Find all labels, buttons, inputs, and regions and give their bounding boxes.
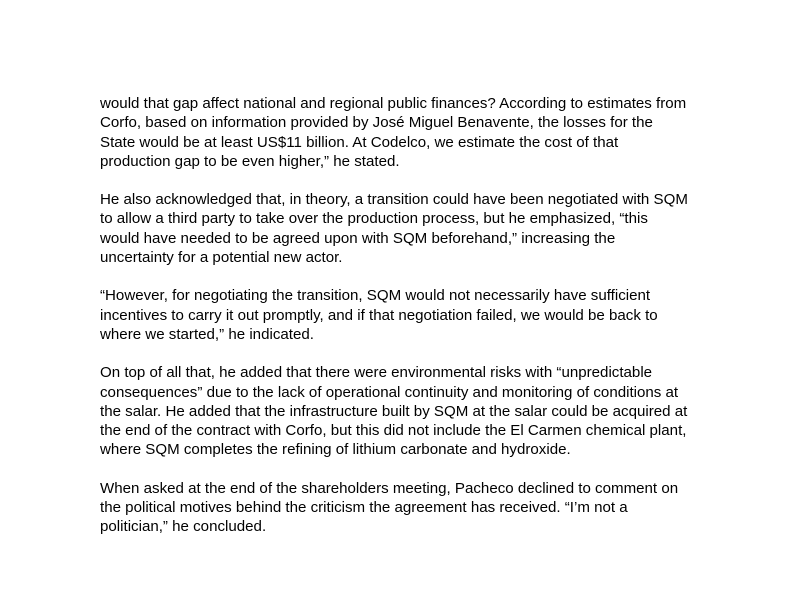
text-line: politician,” he concluded. xyxy=(100,518,267,536)
text-line: where we started,” he indicated. xyxy=(100,325,314,343)
paragraph-4 xyxy=(100,363,740,459)
paragraph-2 xyxy=(100,190,740,267)
text-line: consequences” due to the lack of operational continuity and monitoring of conditions at xyxy=(100,383,679,401)
paragraph-5 xyxy=(100,479,740,537)
text-line: He also acknowledged that, in theory, a transition could have been negotiated with SQM xyxy=(100,191,688,209)
paragraph-1 xyxy=(100,94,740,171)
document-page xyxy=(100,94,740,556)
text-line: the salar. He added that the infrastructure built by SQM at the salar could be acquired at xyxy=(100,402,688,420)
text-line: Corfo, based on information provided by José Miguel Benavente, the losses for the xyxy=(100,114,653,132)
text-line: uncertainty for a potential new actor. xyxy=(100,249,343,267)
text-line: production gap to be even higher,” he stated. xyxy=(100,152,400,170)
text-line: would have needed to be agreed upon with SQM beforehand,” increasing the xyxy=(100,229,616,247)
paragraph-3 xyxy=(100,286,740,344)
text-line: On top of all that, he added that there were environmental risks with “unpredictable xyxy=(100,364,653,382)
text-line: the end of the contract with Corfo, but this did not include the El Carmen chemical plant, xyxy=(100,422,687,440)
text-line: where SQM completes the refining of lithium carbonate and hydroxide. xyxy=(100,441,571,459)
text-line: would that gap affect national and regional public finances? According to estimates from xyxy=(100,95,687,112)
text-line: “However, for negotiating the transition, SQM would not necessarily have sufficient xyxy=(100,287,651,305)
text-line: When asked at the end of the shareholders meeting, Pacheco declined to comment on xyxy=(100,479,679,497)
text-line: incentives to carry it out promptly, and if that negotiation failed, we would be back to xyxy=(100,306,658,324)
text-line: the political motives behind the criticism the agreement has received. “I’m not a xyxy=(100,499,628,517)
text-line: to allow a third party to take over the production process, but he emphasized, “this xyxy=(100,210,648,228)
text-line: State would be at least US$11 billion. At Codelco, we estimate the cost of that xyxy=(100,133,619,151)
